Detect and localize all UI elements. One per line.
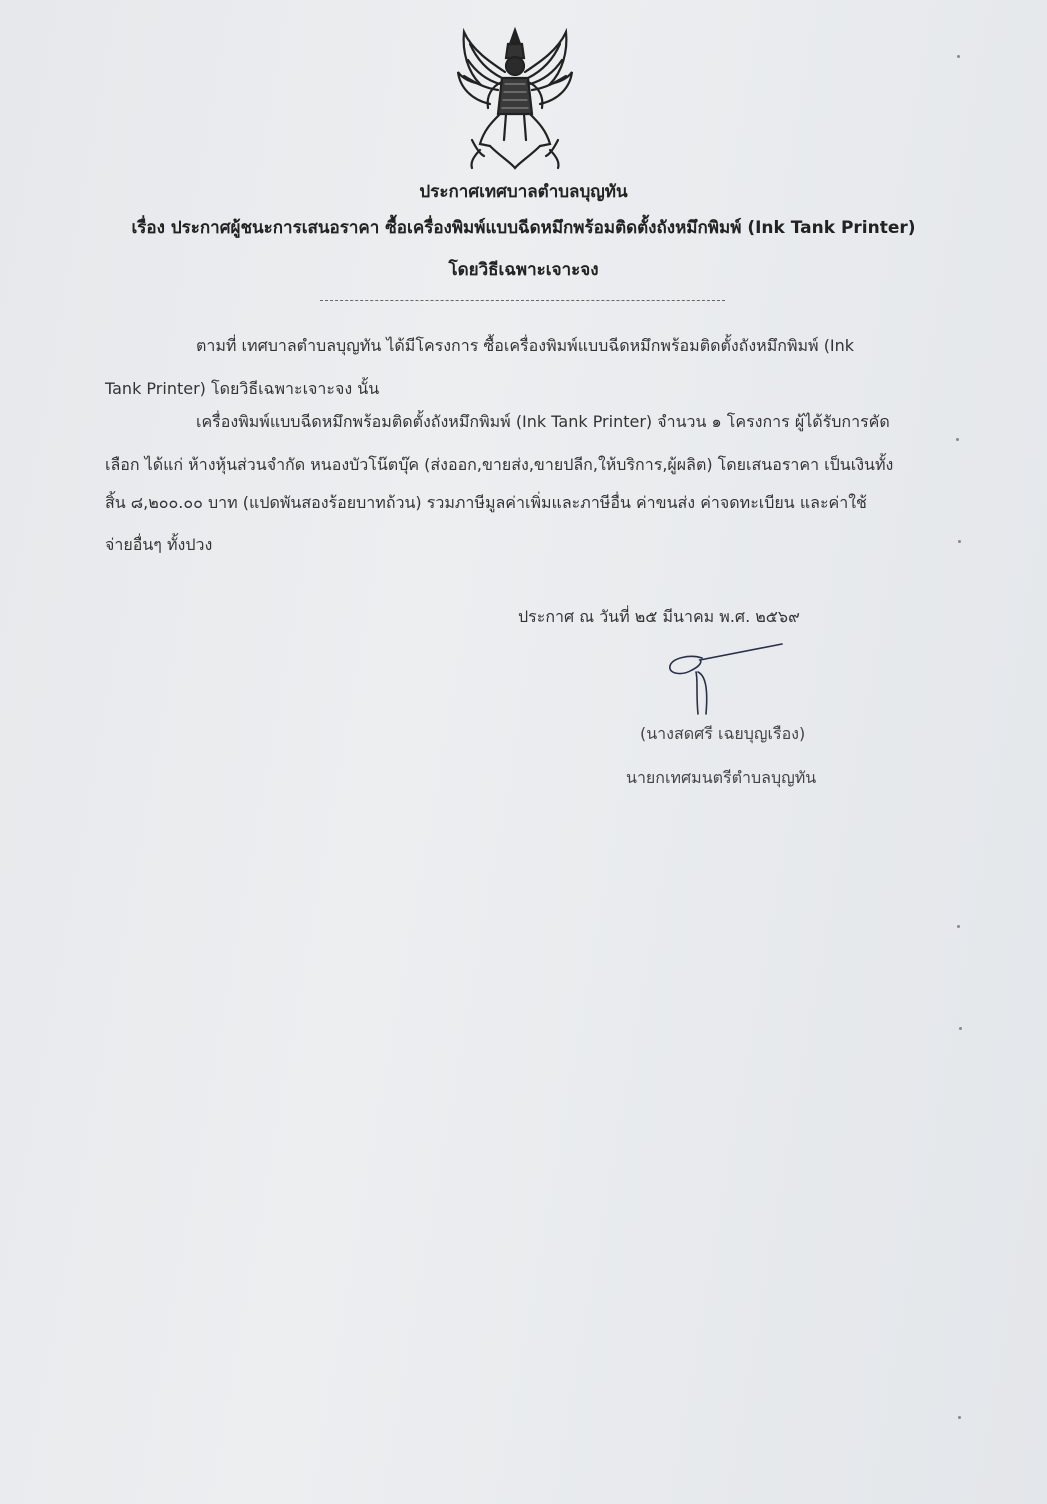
- handwritten-signature: [662, 640, 787, 720]
- paragraph-2-line-4: จ่ายอื่นๆ ทั้งปวง: [105, 535, 213, 554]
- signatory-name: (นางสดศรี เฉยบุญเรือง): [640, 724, 806, 743]
- paragraph-2-line-3: สิ้น ๘,๒๐๐.๐๐ บาท (แปดพันสองร้อยบาทถ้วน) รวมภาษีมูลค่าเพิ่มและภาษีอื่น ค่าขนส่ง ค่าจดทะเบียน และค่าใช้: [105, 493, 867, 512]
- divider: [320, 300, 725, 301]
- paragraph-2-line-2: เลือก ได้แก่ ห้างหุ้นส่วนจำกัด หนองบัวโน๊ตบุ๊ค (ส่งออก,ขายส่ง,ขายปลีก,ให้บริการ,ผู้ผลิต) โดยเสนอราคา เป็นเงินทั้ง: [105, 455, 894, 474]
- paragraph-2-line-1: เครื่องพิมพ์แบบฉีดหมึกพร้อมติดตั้งถังหมึกพิมพ์ (Ink Tank Printer) จำนวน ๑ โครงการ ผู้ได้รับการคัด: [196, 412, 890, 431]
- paragraph-1-line-1: ตามที่ เทศบาลตำบลบุญทัน ได้มีโครงการ ซื้อเครื่องพิมพ์แบบฉีดหมึกพร้อมติดตั้งถังหมึกพิมพ์ (Ink: [196, 336, 855, 355]
- garuda-emblem-icon: [450, 22, 580, 172]
- scan-speck: [959, 1027, 962, 1030]
- scan-speck: [957, 55, 960, 58]
- procurement-method: โดยวิธีเฉพาะเจาะจง: [448, 260, 599, 280]
- scan-speck: [958, 1416, 961, 1419]
- scan-speck: [957, 925, 960, 928]
- signatory-position: นายกเทศมนตรีตำบลบุญทัน: [626, 768, 817, 787]
- scan-speck: [956, 438, 959, 441]
- announcement-title: ประกาศเทศบาลตำบลบุญทัน: [419, 182, 628, 202]
- scan-speck: [958, 540, 961, 543]
- announcement-subject: เรื่อง ประกาศผู้ชนะการเสนอราคา ซื้อเครื่องพิมพ์แบบฉีดหมึกพร้อมติดตั้งถังหมึกพิมพ์ (Ink Tank Printer): [131, 218, 916, 238]
- announcement-date: ประกาศ ณ วันที่ ๒๕ มีนาคม พ.ศ. ๒๕๖๙: [518, 607, 800, 626]
- paragraph-1-line-2: Tank Printer) โดยวิธีเฉพาะเจาะจง นั้น: [105, 379, 380, 398]
